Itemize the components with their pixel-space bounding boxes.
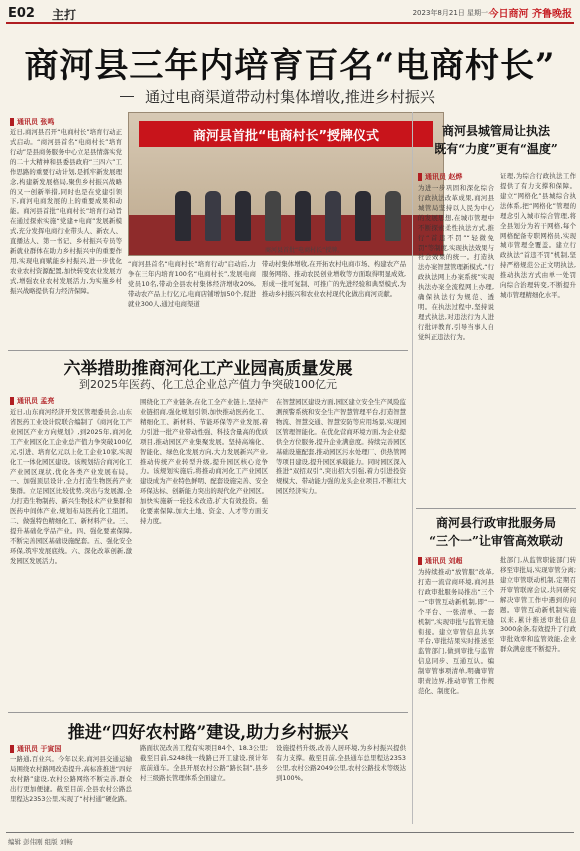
lead-subtitle: 通过电商渠道带动村集体增收,推进乡村振兴: [145, 88, 435, 106]
person-figure: [235, 191, 251, 241]
person-figure: [265, 191, 281, 241]
side2-col2: 批部门,从监管职能部门转移至审批局,实现审管分离;建立审管联动机制,定期召开审管联席会议,共同研究解决审管工作中遇到的问题。审管互动新机制实施以来,累计推送审批信息3000余条,有效提升了行政审批效率和监管效能,企业群众满意度不断提升。: [500, 556, 576, 654]
side1-byline: 通讯员 赵烨: [418, 172, 462, 182]
section-name: 主打: [52, 8, 77, 22]
paper-name: 今日商河 齐鲁晚报: [488, 9, 572, 20]
lead-text-mid: “商河县首名“电商村长”培育行动”启动后,力争在三年内培育100名“电商村长”,发展电商党员10名,带动全县农村集体经济增收20%,带动农产品上行亿元,电商店铺增加50个,促进就业300人,通过电商渠道: [128, 260, 256, 308]
side1-title-line1: 商河县城管局让执法: [441, 124, 550, 138]
article3-title: 推进“四好农村路”建设,助力乡村振兴: [67, 723, 349, 743]
photo-banner: 商河县首批“电商村长”授牌仪式: [139, 121, 433, 147]
editor-credit: 编辑 彭伟刚 组版 刘畅: [8, 838, 73, 846]
side2-col1: 为持续推动“放管服”改革,打造一流营商环境,商河县行政审批服务局推出“三个一”审管互动新机制,即“一个平台、一张清单、一套机制”,实现审批与监管无缝衔接。建立审管信息共享平台,审批结果实时推送至监管部门,做到审批与监管信息同步、互通互认。编制审管事项清单,明确审管职责边界,推动审管工作规范化、制度化。: [418, 568, 494, 696]
header-rule: [6, 22, 574, 24]
side1-col1: 为进一步巩固和深化综合行政执法改革成果,商河县城管局坚持以人民为中心的发展思想,在城市管理中不断探索柔性执法方式,推行“首违不罚”“轻微免罚”等制度,实现执法效果与社会效果的统一。打造执法办案智慧管理新模式,“行政执法网上办案系统”实现执法办案全流程网上办理,确保执法行为规范、透明。在执法过程中,坚持说理式执法,对违法行为人进行批评教育,引导当事人自觉纠正违法行为。: [418, 184, 494, 341]
section-rule: [8, 350, 408, 351]
side2-byline: 通讯员 刘超: [418, 556, 462, 566]
page-number: E02: [8, 6, 35, 21]
side1-title-line2: 既有“力度”更有“温度”: [434, 142, 558, 156]
article2-col1: 近日,山东商河经济开发区管理委员会,山东省医药工业设计院联合编制了《商河化工产业园区产业方向规划》,到2025年,商河化工产业园区化工企业总产值力争突破100亿元,引进、培育亿元以上化工企业10家,实现化工一体化园区建设。该规划结合商河化工产业园区现状,优化各类产业发展布局。一、加强顶层设计,全力打造生物医药产业集群。立足园区比较优势,突出与发展源,全力打造生物制药、新兴生物技术产业集群和医药中间体产业,规划布局医药化工组团。二、做强特色精细化工、新材料产业。三、提升基础化学品产业。四、强化要素保障,不断完善园区基础设施配套。五、强化安全环保,筑牢发展底线。六、深化改革创新,激发园区发展活力。: [10, 408, 132, 565]
article3-col1: 一路通,百业兴。今年以来,商河县交通运输局围绕农村路网改造提升,高标准推进“四好农村路”建设,农村公路网络不断完善,群众出行更加便捷。截至目前,全县农村公路总里程达2353公里,实现了“村村通”硬化路。: [10, 755, 132, 803]
article3-byline: 通讯员 于寅国: [10, 744, 61, 754]
article2-title: 六举措助推商河化工产业园高质量发展: [63, 359, 353, 379]
person-figure: [325, 191, 341, 241]
issue-date: 2023年8月21日 星期一: [412, 9, 488, 17]
section-rule: [416, 508, 576, 509]
article2-subtitle: 到2025年医药、化工总企业总产值力争突破100亿元: [79, 378, 337, 391]
article2-col3: 在智慧园区建设方面,园区建立安全生产风险监测预警系统和安全生产智慧管理平台,打造智慧物流、智慧交通、智慧安防等应用场景,实现园区管理智能化。在优化营商环境方面,为企业提供全方位服务,提升企业满意度。持续完善园区基础设施配套,推动园区污水处理厂、供热管网等项目建设,提升园区承载能力。同时园区深入推进“双招双引”,突出招大引强,着力引进投资规模大、带动能力强的龙头企业项目,不断壮大园区经济实力。: [276, 398, 406, 496]
lead-text-left: 近日,商河县召开“电商村长”培育行动正式启动。“商河县首名“电商村长”培育行动”是县商务服务中心立足县情落实党的二十大精神和县委县政府“三四六”工作思路的重要行动计划,是抓牢新发展理念,构建新发展格局,聚焦乡村振兴战略的又一创新举措,同时也是在党建引领下,商河电商发展的上的重要成果和动能。商河县首批“电商村长”培育行动旨在通过探索实施“党建+电商”发展新模式,充分发挥电商行业带头人、新农人、直播达人、第一书记、乡村振兴专员等新就业群体在助力乡村振兴中的重要作用,实现电商赋能乡村振兴,进一步优化农业农村资源配置,加快转变农业发展方式,增强农业农村发展活力,为实施乡村振兴战略提供有力经济保障。: [10, 128, 122, 295]
person-figure: [355, 191, 371, 241]
lead-byline: 通讯员 张鸣: [10, 117, 54, 127]
article2-byline: 通讯员 孟亮: [10, 396, 54, 406]
column-divider: [412, 112, 413, 824]
side2-title-line2: “三个一”让审管高效联动: [429, 534, 563, 548]
footer-rule: [6, 832, 574, 833]
article3-col2: 路面状况改善工程有实项目84个、18.3公里;截至目前,S248线一线路已开工建设,预计年底前通车。全县开展农村公路“路长制”,县乡村三级路长管理体系全面建立。: [140, 744, 268, 782]
lead-title: 商河县三年内培育百名“电商村长”: [24, 46, 556, 86]
article2-col2: 围绕化工产业链条,在化工全产业链上,坚持产业链招商,强化规划引领,加快推动医药化工、精细化工、新材料、节能环保等产业发展,着力引进一批产业带动性强、科技含量高的优质项目,推动园区产业集聚发展。坚持高端化、智能化、绿色化发展方向,大力发展新兴产业,推动传统产业转型升级,提升园区核心竞争力。该规划实施后,将推动商河化工产业园区建设成为产业特色鲜明、配套设施完善、安全环保达标、创新能力突出的现代化产业园区。加快实施新一轮技术改造,扩大有效投资。强化要素保障,加大土地、资金、人才等方面支持力度。: [140, 398, 268, 526]
person-figure: [205, 191, 221, 241]
person-figure: [385, 191, 401, 241]
side2-title-line1: 商河县行政审批服务局: [435, 516, 556, 530]
person-figure: [295, 191, 311, 241]
section-rule: [8, 712, 408, 713]
article3-col3: 设施提档升级,改善人居环境,为乡村振兴提供有力支撑。截至目前,全县通车总里程达2353公里,农村公路2049公里,农村公路技术等级达到100%。: [276, 744, 406, 782]
person-figure: [175, 191, 191, 241]
photo-caption: 商河县首批“电商村长”授牌。: [265, 247, 344, 254]
award-photo: [128, 112, 444, 256]
side1-col2: 证理,为综合行政执法工作提供了有力支撑和保障。建立“网格化”县城综合执法体系,把“网格化”管理的理念引入城市综合管理,将全县划分为若干网格,每个网格配备专职网格员,实现城市管理全覆盖。建立行政执法“首违不罚”机制,坚持严格规范公正文明执法,推动执法方式由单一处罚向综合治理转变,不断提升城市管理精细化水平。: [500, 172, 576, 300]
lead-text-right: 带动村集体增收,在开拓农村电商市场、构建农产品服务网络、推动农民创业增收等方面取得明显成效,形成一批可复制、可推广的先进经验和典型模式,为推动乡村振兴和农业农村现代化做出商河贡献。: [262, 260, 406, 298]
